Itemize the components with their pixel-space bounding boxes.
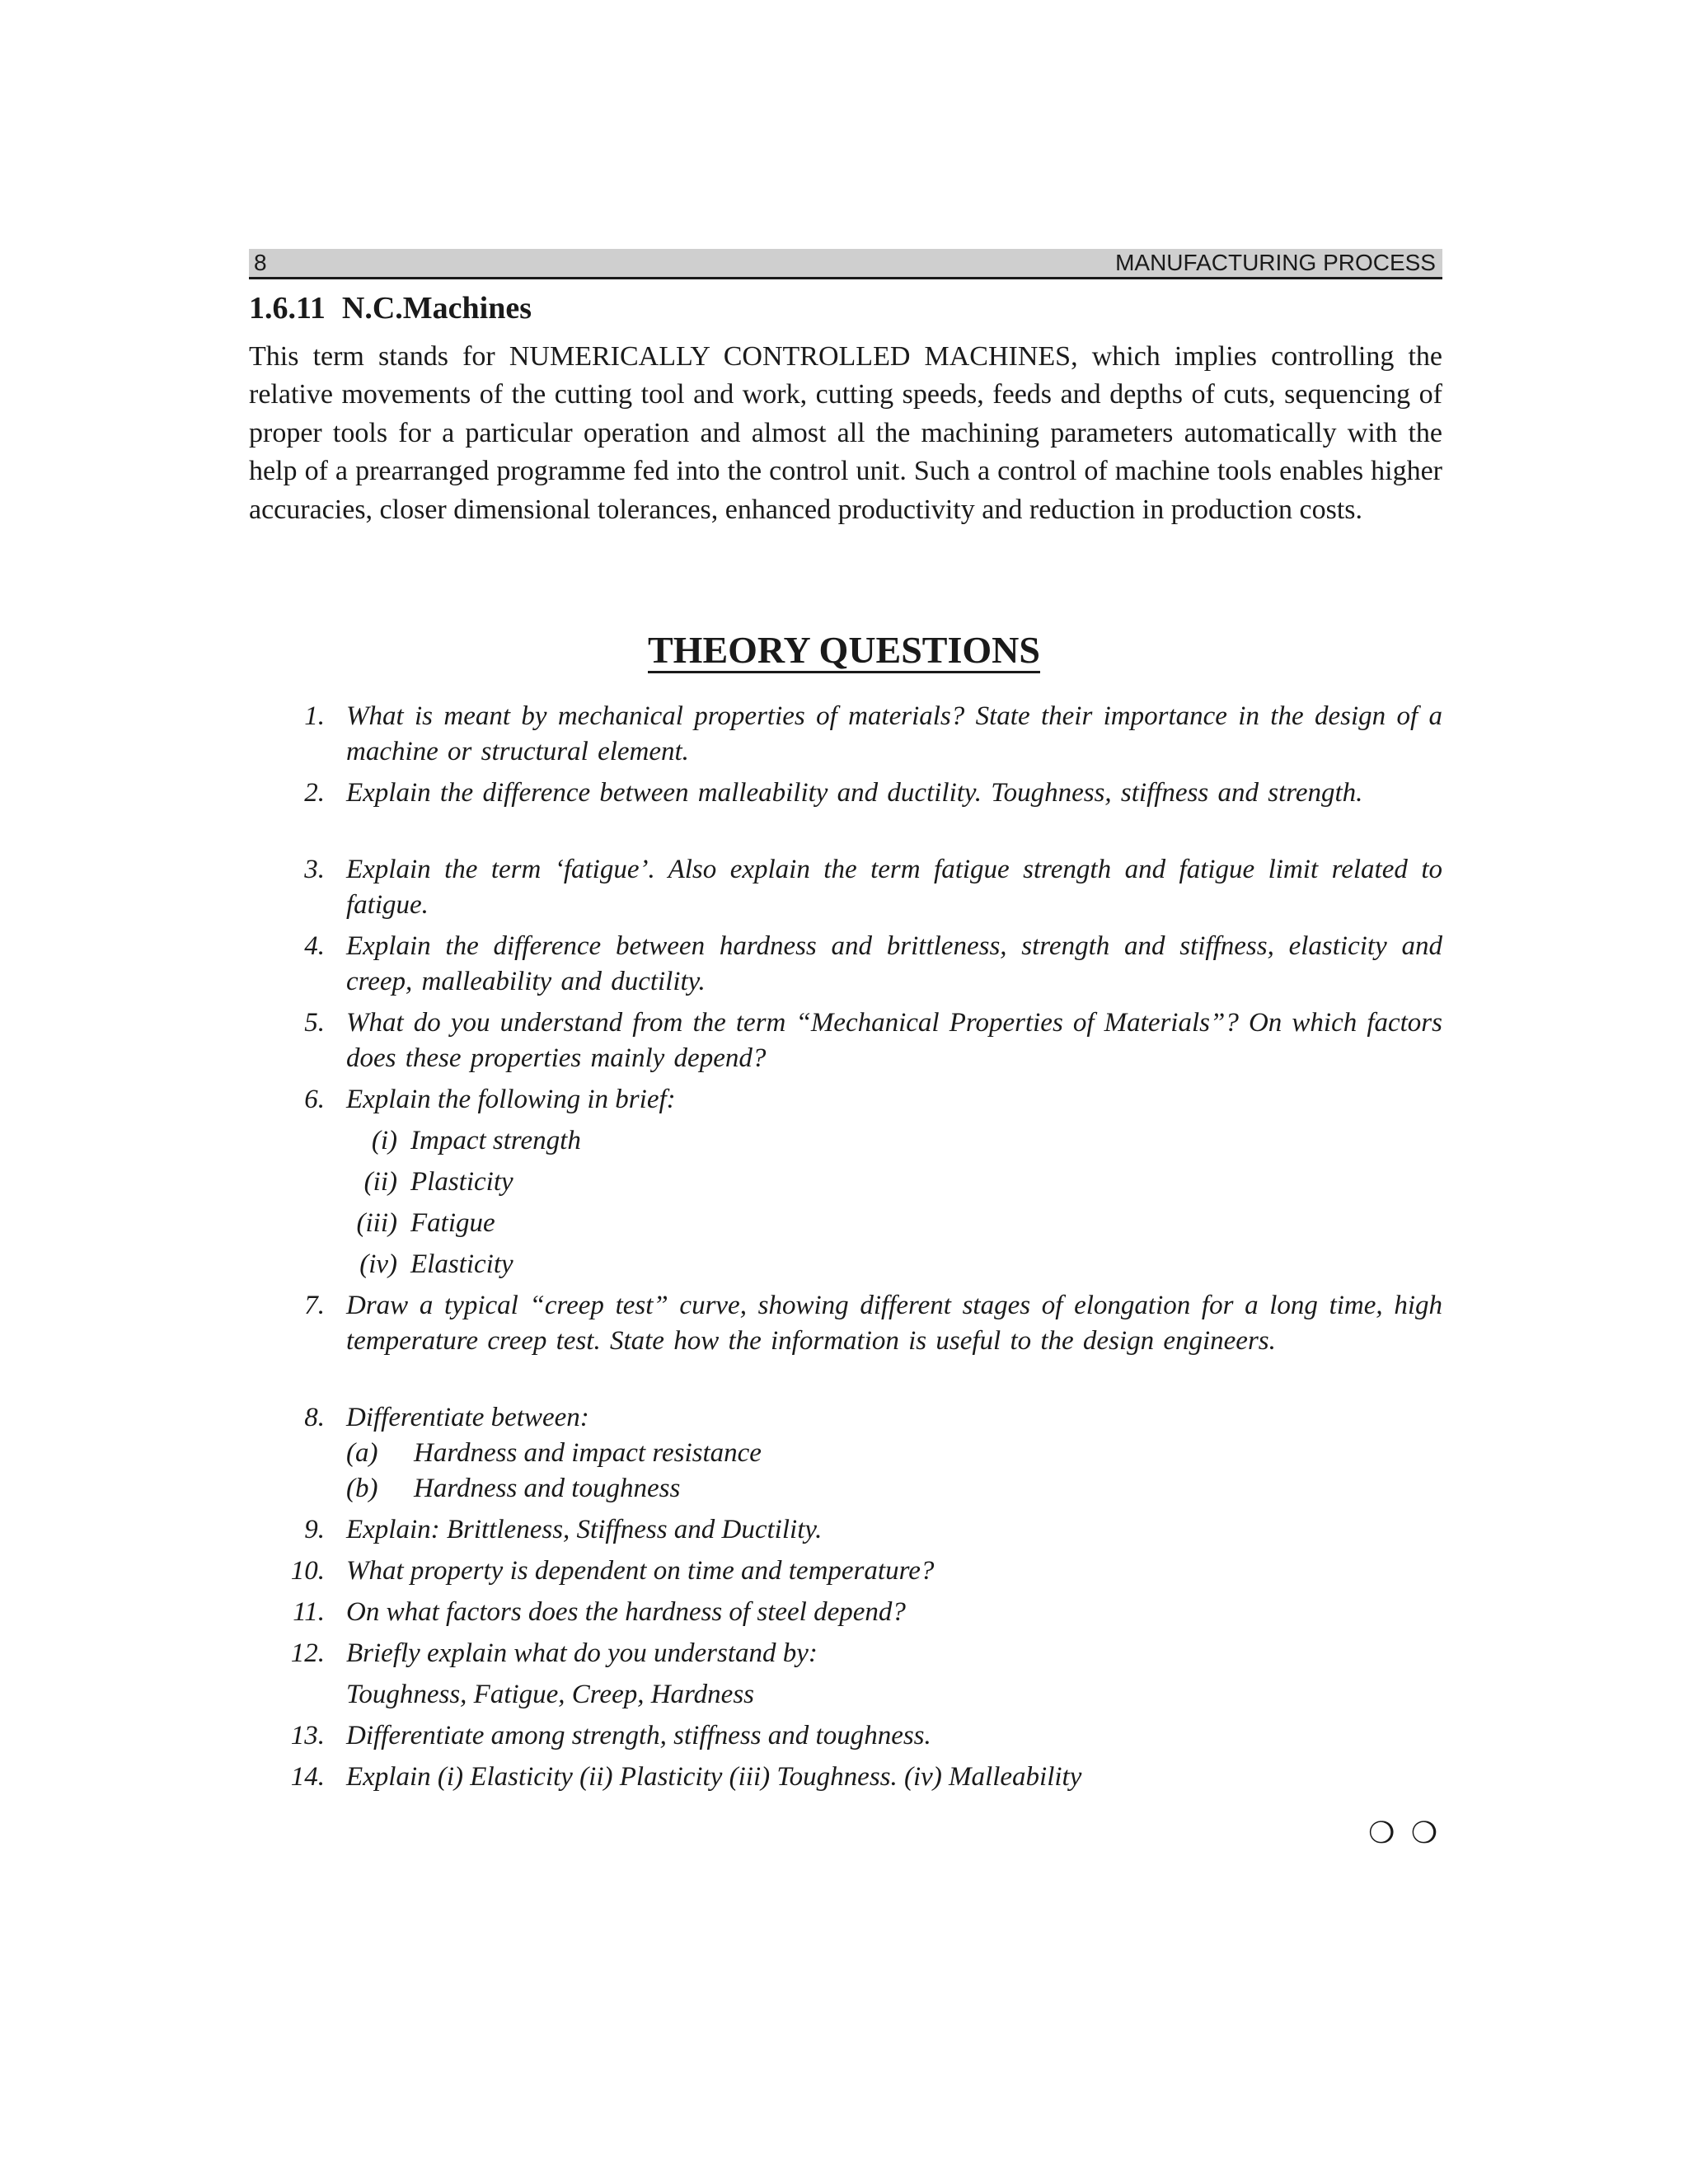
question-number: 6. [304,1085,325,1114]
subitem-label: (a) [346,1438,378,1468]
question-number: 5. [304,1008,325,1038]
question-text: Explain the following in brief: [346,1085,676,1114]
question-continuation: Toughness, Fatigue, Creep, Hardness [346,1680,754,1709]
subitem-text: Elasticity [410,1249,513,1279]
subitem-label: (b) [346,1474,378,1503]
question-8 [247,1400,1442,1436]
question-text: On what factors does the hardness of steel depend? [346,1597,906,1627]
section-heading [249,290,532,326]
question-text: Explain the difference between hardness and brittleness, strength and stiffness, elasticity and creep, malleability and ductility. [346,931,1442,996]
end-of-chapter-mark: ❍ ❍ [1368,1816,1441,1850]
question-number: 1. [304,701,325,731]
question-6-subitem [338,1123,581,1159]
question-14 [247,1760,1442,1795]
question-text: Explain (i) Elasticity (ii) Plasticity (iii) Toughness. (iv) Malleability [346,1762,1082,1792]
page-number: 8 [254,250,267,275]
subitem-text: Hardness and toughness [414,1474,681,1503]
question-number: 3. [304,855,325,884]
question-12 [247,1636,1442,1713]
question-13 [247,1718,1442,1754]
subitem-text: Fatigue [410,1208,495,1238]
question-4 [247,929,1442,1000]
question-number: 9. [304,1515,325,1544]
running-header [249,249,1442,279]
question-text: Explain: Brittleness, Stiffness and Ductility. [346,1515,823,1544]
question-6-subitem [338,1206,495,1241]
question-11 [247,1595,1442,1630]
question-number: 7. [304,1291,325,1320]
theory-questions-title: THEORY QUESTIONS [648,629,1040,671]
question-number: 13. [290,1721,325,1750]
subitem-label: (i) [371,1126,397,1155]
question-text: Explain the difference between malleability and ductility. Toughness, stiffness and strength. [346,778,1363,808]
question-text: Differentiate between: [346,1403,589,1432]
question-5 [247,1005,1442,1076]
question-text: Explain the term ‘fatigue’. Also explain the term fatigue strength and fatigue limit related to fatigue. [346,855,1442,920]
subitem-label: (iv) [359,1249,397,1279]
question-text: What property is dependent on time and temperature? [346,1556,935,1586]
question-7 [247,1288,1442,1359]
theory-questions-heading [0,628,1688,672]
question-number: 11. [293,1597,325,1627]
question-number: 4. [304,931,325,961]
question-8-subitem [346,1471,680,1507]
section-number: 1.6.11 [249,291,326,326]
question-number: 2. [304,778,325,808]
question-number: 10. [290,1556,325,1586]
question-9 [247,1512,1442,1548]
question-6-subitem [338,1165,513,1200]
section-paragraph: This term stands for NUMERICALLY CONTROLLED MACHINES, which implies controlling the relative movements of the cutting tool and work, cutting speeds, feeds and depths of cuts, sequencing of proper tools for a particular operation and almost all the machining parameters automatically with the help of a prearranged programme fed into the control unit. Such a control of machine tools enables higher accuracies, closer dimensional tolerances, enhanced productivity and reduction in production costs. [249,341,1442,525]
subitem-text: Impact strength [410,1126,581,1155]
question-10 [247,1554,1442,1589]
question-2 [247,776,1442,811]
question-3 [247,852,1442,923]
subitem-text: Plasticity [410,1167,513,1197]
question-number: 8. [304,1403,325,1432]
question-number: 12. [290,1638,325,1668]
question-text: Briefly explain what do you understand by: [346,1638,818,1668]
question-number: 14. [290,1762,325,1792]
subitem-label: (ii) [363,1167,397,1197]
question-text: What do you understand from the term “Mechanical Properties of Materials”? On which factors does these properties mainly depend? [346,1008,1442,1073]
subitem-label: (iii) [356,1208,397,1238]
running-title: MANUFACTURING PROCESS [1115,250,1436,275]
question-6-subitem [338,1247,513,1282]
question-text: What is meant by mechanical properties of materials? State their importance in the design of a machine or structural element. [346,701,1442,766]
question-6 [247,1082,1442,1118]
question-8-subitem [346,1436,762,1471]
question-text: Draw a typical “creep test” curve, showing different stages of elongation for a long time, high temperature creep test. State how the information is useful to the design engineers. [346,1291,1442,1356]
subitem-text: Hardness and impact resistance [414,1438,762,1468]
question-text: Differentiate among strength, stiffness and toughness. [346,1721,931,1750]
question-1 [247,699,1442,770]
section-title: N.C.Machines [341,291,532,326]
